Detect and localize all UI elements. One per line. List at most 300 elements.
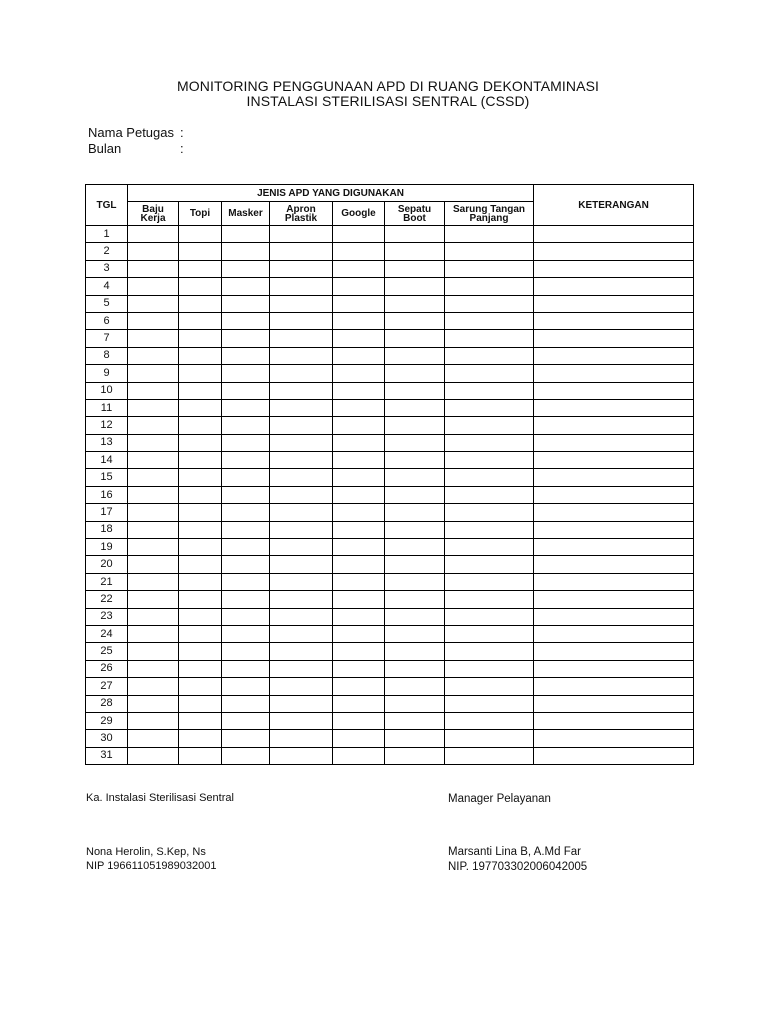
apd-check-cell: [385, 434, 445, 451]
apd-check-cell: [128, 312, 179, 329]
apd-check-cell: [333, 747, 385, 764]
apd-check-cell: [128, 660, 179, 677]
day-number: 18: [86, 521, 128, 538]
apd-check-cell: [128, 504, 179, 521]
apd-column-label-line1: Masker: [228, 208, 263, 219]
right-signature-nip: NIP. 197703302006042005: [448, 861, 588, 873]
keterangan-cell: [534, 226, 694, 243]
apd-check-cell: [385, 278, 445, 295]
apd-check-cell: [445, 365, 534, 382]
apd-check-cell: [445, 399, 534, 416]
apd-check-cell: [222, 295, 270, 312]
day-number: 8: [86, 347, 128, 364]
apd-check-cell: [333, 712, 385, 729]
table-row: [86, 591, 694, 608]
apd-check-cell: [333, 312, 385, 329]
apd-check-cell: [445, 504, 534, 521]
apd-column-header: [333, 202, 385, 226]
apd-check-cell: [128, 539, 179, 556]
apd-check-cell: [179, 608, 222, 625]
day-number: 23: [86, 608, 128, 625]
day-number: 28: [86, 695, 128, 712]
apd-check-cell: [179, 347, 222, 364]
apd-check-cell: [128, 521, 179, 538]
day-number: 5: [86, 295, 128, 312]
apd-check-cell: [270, 260, 333, 277]
apd-check-cell: [128, 452, 179, 469]
apd-check-cell: [222, 539, 270, 556]
keterangan-cell: [534, 747, 694, 764]
apd-check-cell: [270, 417, 333, 434]
apd-check-cell: [222, 573, 270, 590]
table-row: [86, 608, 694, 625]
day-number: 13: [86, 434, 128, 451]
apd-check-cell: [270, 539, 333, 556]
apd-check-cell: [179, 521, 222, 538]
apd-check-cell: [222, 226, 270, 243]
apd-column-header: [445, 202, 534, 226]
apd-check-cell: [333, 399, 385, 416]
apd-check-cell: [179, 747, 222, 764]
apd-check-cell: [179, 573, 222, 590]
apd-check-cell: [179, 226, 222, 243]
apd-check-cell: [445, 417, 534, 434]
apd-check-cell: [333, 330, 385, 347]
apd-check-cell: [333, 608, 385, 625]
apd-check-cell: [179, 330, 222, 347]
apd-check-cell: [333, 260, 385, 277]
table-row: [86, 469, 694, 486]
apd-check-cell: [222, 399, 270, 416]
apd-check-cell: [385, 521, 445, 538]
apd-check-cell: [270, 452, 333, 469]
apd-check-cell: [222, 347, 270, 364]
apd-check-cell: [222, 365, 270, 382]
day-number: 6: [86, 312, 128, 329]
apd-check-cell: [179, 312, 222, 329]
apd-check-cell: [179, 730, 222, 747]
table-row: [86, 452, 694, 469]
apd-check-cell: [445, 486, 534, 503]
apd-check-cell: [179, 278, 222, 295]
apd-check-cell: [333, 243, 385, 260]
table-row: [86, 312, 694, 329]
apd-check-cell: [445, 260, 534, 277]
apd-check-cell: [333, 521, 385, 538]
keterangan-cell: [534, 243, 694, 260]
table-row: [86, 260, 694, 277]
table-row: [86, 486, 694, 503]
petugas-field: [88, 125, 184, 140]
apd-check-cell: [128, 608, 179, 625]
apd-check-cell: [445, 312, 534, 329]
apd-check-cell: [333, 678, 385, 695]
apd-column-label-line1: Sepatu: [397, 203, 432, 215]
apd-check-cell: [222, 695, 270, 712]
apd-check-cell: [445, 226, 534, 243]
apd-check-cell: [128, 417, 179, 434]
apd-check-cell: [385, 469, 445, 486]
apd-check-cell: [333, 730, 385, 747]
apd-check-cell: [128, 678, 179, 695]
keterangan-cell: [534, 260, 694, 277]
apd-check-cell: [445, 347, 534, 364]
day-number: 10: [86, 382, 128, 399]
apd-check-cell: [270, 625, 333, 642]
table-row: [86, 278, 694, 295]
table-row: [86, 365, 694, 382]
petugas-colon: :: [180, 125, 184, 140]
apd-check-cell: [385, 417, 445, 434]
day-number: 14: [86, 452, 128, 469]
apd-check-cell: [385, 452, 445, 469]
apd-check-cell: [445, 573, 534, 590]
table-row: [86, 330, 694, 347]
table-row: [86, 417, 694, 434]
day-number: 4: [86, 278, 128, 295]
apd-check-cell: [222, 730, 270, 747]
table-row: [86, 382, 694, 399]
table-row: [86, 625, 694, 642]
apd-check-cell: [445, 747, 534, 764]
day-number: 11: [86, 399, 128, 416]
table-row: [86, 695, 694, 712]
apd-check-cell: [128, 278, 179, 295]
apd-check-cell: [179, 591, 222, 608]
apd-check-cell: [128, 330, 179, 347]
apd-check-cell: [179, 556, 222, 573]
apd-check-cell: [333, 469, 385, 486]
apd-check-cell: [222, 643, 270, 660]
day-number: 24: [86, 625, 128, 642]
apd-check-cell: [270, 434, 333, 451]
apd-check-cell: [222, 556, 270, 573]
apd-check-cell: [270, 643, 333, 660]
apd-check-cell: [333, 226, 385, 243]
apd-check-cell: [333, 486, 385, 503]
left-signature-title: Ka. Instalasi Sterilisasi Sentral: [86, 792, 234, 804]
apd-column-header: [179, 202, 222, 226]
apd-column-label-line2: Kerja: [140, 212, 166, 224]
table-row: [86, 504, 694, 521]
apd-check-cell: [179, 469, 222, 486]
apd-check-cell: [385, 730, 445, 747]
table-row: [86, 660, 694, 677]
keterangan-cell: [534, 399, 694, 416]
apd-column-header: [222, 202, 270, 226]
apd-check-cell: [270, 295, 333, 312]
apd-check-cell: [385, 608, 445, 625]
bulan-colon: :: [180, 141, 184, 156]
apd-check-cell: [333, 452, 385, 469]
apd-check-cell: [270, 556, 333, 573]
apd-check-cell: [270, 695, 333, 712]
apd-check-cell: [128, 365, 179, 382]
day-number: 12: [86, 417, 128, 434]
left-signature-name: Nona Herolin, S.Kep, Ns: [86, 846, 206, 858]
apd-group-header: JENIS APD YANG DIGUNAKAN: [128, 185, 534, 202]
apd-check-cell: [128, 260, 179, 277]
apd-check-cell: [333, 382, 385, 399]
apd-check-cell: [445, 539, 534, 556]
apd-column-label-line1: Google: [341, 208, 376, 219]
apd-check-cell: [222, 608, 270, 625]
apd-check-cell: [179, 434, 222, 451]
table-row: [86, 730, 694, 747]
right-signature-name: Marsanti Lina B, A.Md Far: [448, 846, 581, 858]
apd-check-cell: [385, 747, 445, 764]
left-signature-nip: NIP 196611051989032001: [86, 860, 217, 872]
keterangan-header: KETERANGAN: [534, 185, 694, 226]
apd-check-cell: [270, 504, 333, 521]
petugas-label: Nama Petugas: [88, 125, 174, 140]
apd-check-cell: [445, 452, 534, 469]
apd-check-cell: [445, 330, 534, 347]
apd-column-header: [128, 202, 179, 226]
apd-check-cell: [128, 243, 179, 260]
apd-check-cell: [445, 643, 534, 660]
apd-check-cell: [270, 747, 333, 764]
apd-check-cell: [333, 295, 385, 312]
apd-check-cell: [128, 712, 179, 729]
apd-check-cell: [128, 434, 179, 451]
apd-check-cell: [179, 660, 222, 677]
day-number: 7: [86, 330, 128, 347]
day-number: 21: [86, 573, 128, 590]
apd-check-cell: [222, 434, 270, 451]
apd-check-cell: [270, 347, 333, 364]
apd-check-cell: [385, 226, 445, 243]
day-number: 22: [86, 591, 128, 608]
apd-check-cell: [222, 312, 270, 329]
day-number: 9: [86, 365, 128, 382]
apd-check-cell: [385, 260, 445, 277]
apd-check-cell: [333, 434, 385, 451]
apd-check-cell: [179, 695, 222, 712]
apd-check-cell: [128, 643, 179, 660]
apd-check-cell: [179, 486, 222, 503]
keterangan-cell: [534, 278, 694, 295]
day-number: 30: [86, 730, 128, 747]
apd-check-cell: [333, 591, 385, 608]
table-row: [86, 556, 694, 573]
apd-check-cell: [222, 625, 270, 642]
keterangan-cell: [534, 660, 694, 677]
apd-check-cell: [128, 382, 179, 399]
keterangan-cell: [534, 591, 694, 608]
day-number: 17: [86, 504, 128, 521]
day-number: 1: [86, 226, 128, 243]
apd-check-cell: [128, 747, 179, 764]
apd-check-cell: [179, 399, 222, 416]
keterangan-cell: [534, 608, 694, 625]
apd-check-cell: [385, 695, 445, 712]
apd-check-cell: [128, 556, 179, 573]
apd-check-cell: [445, 730, 534, 747]
apd-check-cell: [179, 295, 222, 312]
apd-check-cell: [179, 382, 222, 399]
table-row: [86, 521, 694, 538]
apd-check-cell: [385, 486, 445, 503]
apd-check-cell: [128, 591, 179, 608]
day-number: 25: [86, 643, 128, 660]
apd-check-cell: [333, 539, 385, 556]
keterangan-cell: [534, 643, 694, 660]
apd-column-header: [385, 202, 445, 226]
apd-check-cell: [222, 382, 270, 399]
apd-check-cell: [128, 469, 179, 486]
apd-check-cell: [385, 712, 445, 729]
keterangan-cell: [534, 678, 694, 695]
apd-check-cell: [179, 504, 222, 521]
apd-column-label-line2: Panjang: [469, 212, 509, 224]
apd-check-cell: [385, 243, 445, 260]
apd-check-cell: [128, 625, 179, 642]
apd-check-cell: [445, 469, 534, 486]
bulan-label: Bulan: [88, 141, 122, 156]
apd-column-label-line1: Sarung Tangan: [452, 203, 526, 215]
apd-check-cell: [179, 417, 222, 434]
apd-check-cell: [333, 556, 385, 573]
apd-check-cell: [179, 243, 222, 260]
apd-check-cell: [333, 660, 385, 677]
apd-check-cell: [385, 643, 445, 660]
apd-check-cell: [385, 295, 445, 312]
apd-check-cell: [385, 660, 445, 677]
apd-check-cell: [445, 712, 534, 729]
apd-check-cell: [270, 399, 333, 416]
apd-check-cell: [445, 521, 534, 538]
keterangan-cell: [534, 486, 694, 503]
apd-check-cell: [222, 591, 270, 608]
bulan-field: [88, 141, 184, 156]
keterangan-cell: [534, 556, 694, 573]
apd-check-cell: [385, 539, 445, 556]
keterangan-cell: [534, 730, 694, 747]
apd-check-cell: [333, 278, 385, 295]
apd-check-cell: [385, 399, 445, 416]
apd-check-cell: [445, 382, 534, 399]
table-row: [86, 678, 694, 695]
apd-check-cell: [222, 330, 270, 347]
apd-check-cell: [222, 417, 270, 434]
table-row: [86, 347, 694, 364]
apd-check-cell: [222, 504, 270, 521]
keterangan-cell: [534, 312, 694, 329]
day-number: 29: [86, 712, 128, 729]
apd-check-cell: [270, 312, 333, 329]
apd-column-label-line1: Apron: [286, 203, 316, 215]
apd-check-cell: [445, 678, 534, 695]
apd-check-cell: [333, 417, 385, 434]
apd-check-cell: [179, 678, 222, 695]
right-signature-title: Manager Pelayanan: [448, 793, 551, 805]
apd-check-cell: [445, 434, 534, 451]
table-row: [86, 747, 694, 764]
day-rows: [86, 226, 694, 765]
apd-check-cell: [222, 243, 270, 260]
keterangan-cell: [534, 712, 694, 729]
apd-check-cell: [445, 278, 534, 295]
apd-check-cell: [445, 295, 534, 312]
keterangan-cell: [534, 469, 694, 486]
apd-check-cell: [445, 591, 534, 608]
keterangan-cell: [534, 452, 694, 469]
apd-check-cell: [270, 608, 333, 625]
tgl-header: TGL: [86, 185, 128, 226]
keterangan-cell: [534, 347, 694, 364]
apd-check-cell: [333, 573, 385, 590]
apd-check-cell: [333, 347, 385, 364]
apd-check-cell: [179, 365, 222, 382]
keterangan-cell: [534, 695, 694, 712]
apd-check-cell: [128, 399, 179, 416]
day-number: 26: [86, 660, 128, 677]
apd-check-cell: [222, 678, 270, 695]
day-number: 20: [86, 556, 128, 573]
apd-check-cell: [128, 347, 179, 364]
day-number: 16: [86, 486, 128, 503]
apd-check-cell: [385, 330, 445, 347]
apd-check-cell: [270, 660, 333, 677]
monitoring-table: [85, 184, 694, 765]
apd-check-cell: [333, 625, 385, 642]
apd-check-cell: [270, 278, 333, 295]
keterangan-cell: [534, 417, 694, 434]
day-number: 19: [86, 539, 128, 556]
apd-check-cell: [128, 573, 179, 590]
apd-check-cell: [128, 695, 179, 712]
apd-check-cell: [270, 382, 333, 399]
apd-check-cell: [222, 521, 270, 538]
table-row: [86, 295, 694, 312]
day-number: 31: [86, 747, 128, 764]
table-row: [86, 712, 694, 729]
apd-column-label-line2: Plastik: [284, 212, 318, 224]
table-row: [86, 643, 694, 660]
apd-check-cell: [128, 226, 179, 243]
table-row: [86, 399, 694, 416]
apd-check-cell: [179, 712, 222, 729]
day-number: 2: [86, 243, 128, 260]
apd-check-cell: [222, 260, 270, 277]
apd-column-header: [270, 202, 333, 226]
keterangan-cell: [534, 295, 694, 312]
apd-check-cell: [270, 591, 333, 608]
keterangan-cell: [534, 521, 694, 538]
keterangan-cell: [534, 330, 694, 347]
apd-check-cell: [270, 469, 333, 486]
apd-check-cell: [270, 730, 333, 747]
apd-check-cell: [385, 678, 445, 695]
keterangan-cell: [534, 573, 694, 590]
apd-check-cell: [179, 452, 222, 469]
apd-check-cell: [270, 678, 333, 695]
apd-check-cell: [270, 486, 333, 503]
document-title-line-1: MONITORING PENGGUNAAN APD DI RUANG DEKONTAMINASI: [177, 78, 599, 94]
apd-check-cell: [222, 660, 270, 677]
apd-check-cell: [222, 452, 270, 469]
apd-check-cell: [179, 539, 222, 556]
apd-column-label-line1: Baju: [142, 203, 164, 215]
apd-column-label-line1: Topi: [189, 208, 211, 219]
apd-check-cell: [385, 591, 445, 608]
table-row: [86, 539, 694, 556]
apd-check-cell: [333, 365, 385, 382]
apd-check-cell: [270, 226, 333, 243]
apd-check-cell: [128, 486, 179, 503]
table-row: [86, 243, 694, 260]
